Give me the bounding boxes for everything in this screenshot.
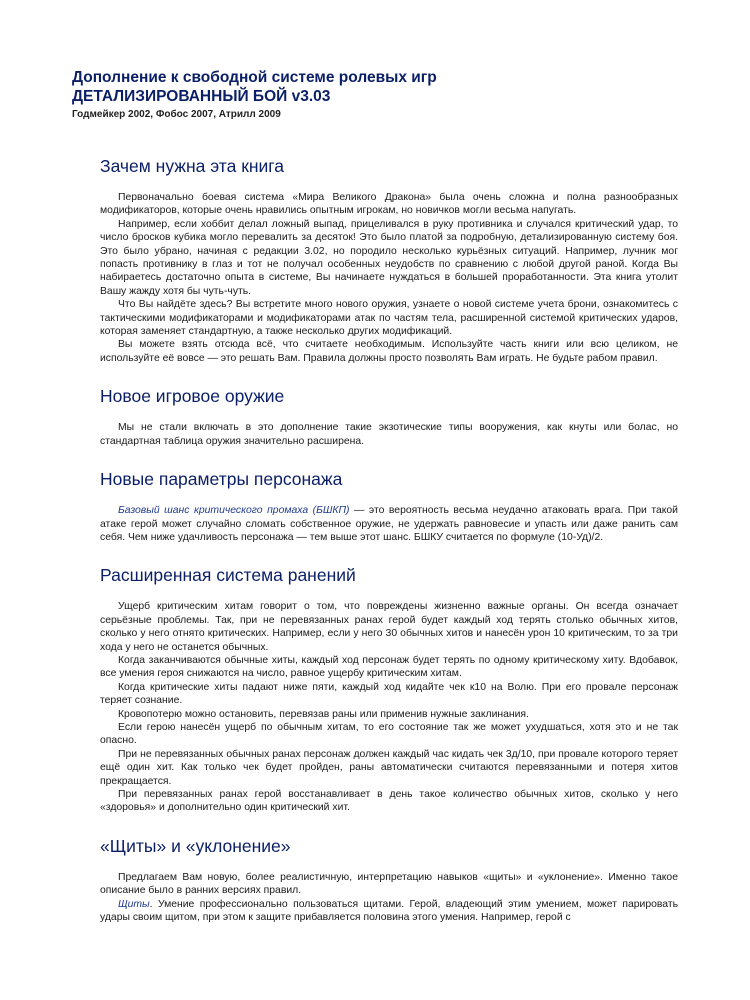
paragraph: Что Вы найдёте здесь? Вы встретите много нового оружия, узнаете о новой системе учета брони, ознакомитесь с тактическими модификаторами и модификаторами атак по частям тела, расширенной системой критических ударов, которая заменяет стандартную, а также несколько других модификаций.: [100, 299, 678, 338]
section-why-this-book: [100, 155, 678, 365]
term-bshkp: Базовый шанс критического промаха (БШКП): [118, 505, 350, 517]
paragraph: [100, 898, 678, 925]
paragraph: Предлагаем Вам новую, более реалистичную, интерпретацию навыков «щиты» и «уклонение». Именно такое описание было в ранних версиях правил.: [100, 871, 678, 897]
paragraph: Вы можете взять отсюда всё, что считаете необходимым. Используйте часть книги или всю целиком, не используйте её вовсе — это решать Вам. Правила должны просто позволять Вам играть. Не будьте рабом правил.: [100, 339, 678, 364]
term-shields: Щиты: [118, 898, 150, 910]
paragraph: При не перевязанных обычных ранах персонаж должен каждый час кидать чек 3д/10, при провале которого теряет ещё один хит. Как только чек будет пройден, раны автоматически считаются перевязанными и потеря хитов прекращается.: [100, 748, 678, 787]
document-title-line2: ДЕТАЛИЗИРОВАННЫЙ БОЙ v3.03: [72, 88, 331, 105]
section-new-weapons: [100, 385, 678, 448]
paragraph: Ущерб критическим хитам говорит о том, что повреждены жизненно важные органы. Он всегда означает серьёзные проблемы. Так, при не перевязанных ранах герой будет каждый ход терять столько обычных хитов, сколько у него отнято критических. Например, если у него 30 обычных хитов и нанесён урон 10 критическим, то за три хода у него не останется обычных.: [100, 601, 678, 653]
paragraph: Первоначально боевая система «Мира Великого Дракона» была очень сложна и полна разнообразных модификаторов, которые очень нравились опытным игрокам, но новичков могли весьма напугать.: [100, 192, 678, 217]
paragraph: Когда заканчиваются обычные хиты, каждый ход персонаж будет терять по одному критическому хиту. Вдобавок, все умения героя снижаются на число, равное ущербу критическим хитам.: [100, 654, 678, 680]
section-title: Зачем нужна эта книга: [100, 156, 285, 176]
document-credits: Годмейкер 2002, Фобос 2007, Атрилл 2009: [72, 109, 281, 120]
paragraph: Когда критические хиты падают ниже пяти, каждый ход кидайте чек к10 на Волю. При его провале персонаж теряет сознание.: [100, 681, 678, 707]
section-new-character-parameters: [100, 468, 678, 544]
document-title-line1: Дополнение к свободной системе ролевых игр: [72, 69, 437, 86]
document-header: [72, 68, 678, 121]
paragraph: Если герою нанесён ущерб по обычным хитам, то его состояние так же может ухудшаться, хотя это и не так опасно.: [100, 721, 678, 747]
paragraph-text: — это вероятность весьма неудачно атаковать врага. При такой атаке герой может случайно сломать собственное оружие, не удержать равновесие и упасть или даже ранить сам себя. Чем ниже удачливость персонажа — тем выше этот шанс. БШКУ считается по формуле (10-Уд)/2.: [100, 505, 678, 543]
section-title: «Щиты» и «уклонение»: [100, 835, 291, 856]
section-extended-wounds: [100, 564, 678, 815]
paragraph: [100, 504, 678, 544]
paragraph: Например, если хоббит делал ложный выпад, прицеливался в руку противника и случался критический удар, то число бросков кубика могло перевалить за десяток! Это было платой за подробную, детализированную систему боя. Это было убрано, начиная с редакции 3.02, но породило несколько курьёзных ситуаций. Например, лучник мог попасть противнику в глаз и тот не получал особенных неудобств по сравнению с любой другой раной. Когда Вы набираетесь достаточно опыта в системе, Вы начинаете нуждаться в большей проработанности. Эта книга утолит Вашу жажду хотя бы чуть-чуть.: [100, 218, 678, 297]
section-title: Расширенная система ранений: [100, 565, 356, 586]
paragraph: Кровопотерю можно остановить, перевязав раны или применив нужные заклинания.: [118, 708, 529, 720]
section-shields-and-dodge: [100, 835, 678, 925]
paragraph: Мы не стали включать в это дополнение такие экзотические типы вооружения, как кнуты или болас, но стандартная таблица оружия значительно расширена.: [100, 422, 678, 447]
section-title: Новое игровое оружие: [100, 386, 285, 407]
paragraph: При перевязанных ранах герой восстанавливает в день такое количество обычных хитов, сколько у него «здоровья» и дополнительно один критический хит.: [100, 789, 678, 814]
section-title: Новые параметры персонажа: [100, 469, 343, 490]
paragraph-text: . Умение профессионально пользоваться щитами. Герой, владеющий этим умением, может парировать удары своим щитом, при этом к защите прибавляется половина этого умения. Например, герой с: [100, 898, 678, 924]
